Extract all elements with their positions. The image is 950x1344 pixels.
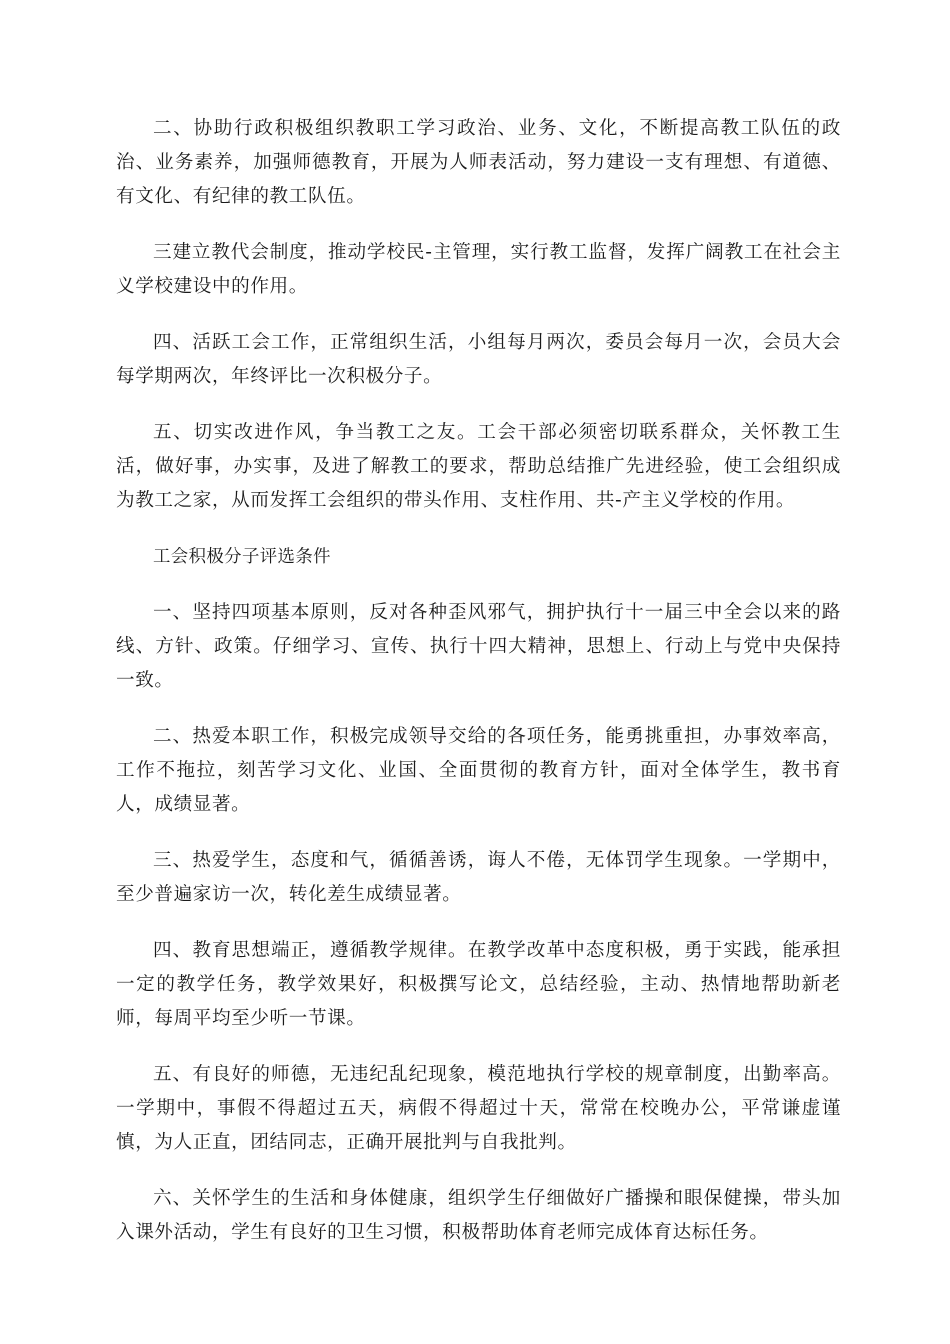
paragraph-union-duty-2: 二、协助行政积极组织教职工学习政治、业务、文化，不断提高教工队伍的政治、业务素养，加强师德教育，开展为人师表活动，努力建设一支有理想、有道德、有文化、有纪律的教工队伍。 bbox=[116, 118, 841, 207]
paragraph-union-duty-4: 四、活跃工会工作，正常组织生活，小组每月两次，委员会每月一次，会员大会每学期两次，年终评比一次积极分子。 bbox=[116, 332, 841, 387]
paragraph-union-duty-3: 三建立教代会制度，推动学校民-主管理，实行教工监督，发挥广阔教工在社会主义学校建设中的作用。 bbox=[116, 242, 841, 297]
paragraph-criterion-4: 四、教育思想端正，遵循教学规律。在教学改革中态度积极，勇于实践，能承担一定的教学任务，教学效果好，积极撰写论文，总结经验，主动、热情地帮助新老师，每周平均至少听一节课。 bbox=[116, 940, 841, 1029]
paragraph-criterion-1: 一、坚持四项基本原则，反对各种歪风邪气，拥护执行十一届三中全会以来的路线、方针、政策。仔细学习、宣传、执行十四大精神，思想上、行动上与党中央保持一致。 bbox=[116, 602, 841, 691]
paragraph-criterion-5: 五、有良好的师德，无违纪乱纪现象，模范地执行学校的规章制度，出勤率高。一学期中，事假不得超过五天，病假不得超过十天，常常在校晚办公，平常谦虚谨慎，为人正直，团结同志，正确开展批判与自我批判。 bbox=[116, 1064, 841, 1153]
paragraph-criterion-2: 二、热爱本职工作，积极完成领导交给的各项任务，能勇挑重担，办事效率高，工作不拖拉，刻苦学习文化、业国、全面贯彻的教育方针，面对全体学生，教书育人，成绩显著。 bbox=[116, 726, 841, 815]
paragraph-union-duty-5: 五、切实改进作风，争当教工之友。工会干部必须密切联系群众，关怀教工生活，做好事，办实事，及进了解教工的要求，帮助总结推广先进经验，使工会组织成为教工之家，从而发挥工会组织的带头作用、支柱作用、共-产主义学校的作用。 bbox=[116, 422, 841, 511]
paragraph-criterion-3: 三、热爱学生，态度和气，循循善诱，诲人不倦，无体罚学生现象。一学期中，至少普遍家访一次，转化差生成绩显著。 bbox=[116, 850, 841, 905]
section-heading: 工会积极分子评选条件 bbox=[153, 547, 331, 567]
paragraph-criterion-6: 六、关怀学生的生活和身体健康，组织学生仔细做好广播操和眼保健操，带头加入课外活动，学生有良好的卫生习惯，积极帮助体育老师完成体育达标任务。 bbox=[116, 1188, 841, 1243]
document-body bbox=[116, 112, 841, 1272]
